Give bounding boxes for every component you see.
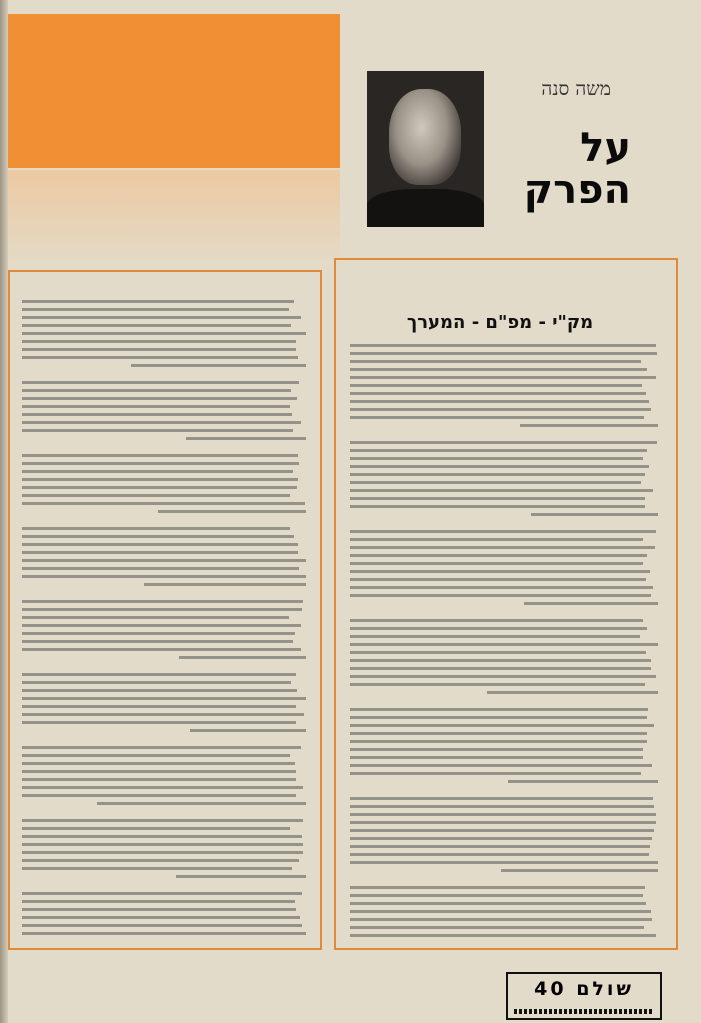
body-text-line (350, 408, 651, 411)
body-text-line (22, 746, 301, 749)
body-text-line (22, 551, 298, 554)
body-text-line (350, 805, 654, 808)
body-text-line (350, 562, 643, 565)
body-text-line (350, 400, 649, 403)
body-text-line (350, 473, 645, 476)
portrait-face (389, 89, 461, 185)
body-text-column-left (22, 300, 306, 940)
body-text-line (22, 308, 289, 311)
body-text-line (22, 340, 296, 343)
body-text-line (22, 786, 303, 789)
body-text-line (520, 424, 658, 427)
body-text-line (350, 853, 649, 856)
body-text-line (350, 797, 653, 800)
body-text-line (22, 616, 289, 619)
body-text-line (22, 713, 304, 716)
body-text-line (350, 368, 647, 371)
body-text-line (22, 470, 293, 473)
paragraph-gap (22, 883, 306, 887)
body-text-line (350, 675, 656, 678)
body-text-line (350, 772, 641, 775)
body-text-line (22, 381, 299, 384)
body-text-line (22, 754, 290, 757)
body-text-line (350, 886, 645, 889)
body-text-line (22, 770, 296, 773)
body-text-line (22, 389, 291, 392)
body-text-line (22, 559, 306, 562)
body-text-line (501, 869, 658, 872)
body-text-line (22, 486, 297, 489)
body-text-line (22, 502, 305, 505)
body-text-line (22, 300, 294, 303)
body-text-line (350, 570, 650, 573)
body-text-line (350, 667, 651, 670)
author-name: משה סנה (541, 78, 611, 100)
author-portrait-photo (367, 71, 484, 227)
body-text-line (22, 332, 306, 335)
body-text-line (22, 454, 298, 457)
body-text-line (22, 673, 296, 676)
body-text-line (22, 762, 295, 765)
body-text-line (22, 681, 291, 684)
body-text-line (350, 497, 645, 500)
body-text-line (350, 384, 642, 387)
body-text-line (350, 918, 652, 921)
body-text-line (350, 376, 656, 379)
body-text-column-right (350, 344, 658, 939)
body-text-line (350, 659, 651, 662)
body-text-line (350, 627, 647, 630)
body-text-line (22, 794, 296, 797)
body-text-line (350, 764, 652, 767)
body-text-line (350, 829, 654, 832)
body-text-line (22, 405, 290, 408)
body-text-line (22, 932, 306, 935)
body-text-line (22, 721, 296, 724)
body-text-line (190, 729, 306, 732)
page-number: שולם 40 (534, 978, 634, 1000)
body-text-line (179, 656, 306, 659)
show-through-text-left (200, 180, 330, 240)
body-text-line (22, 867, 292, 870)
body-text-line (22, 348, 296, 351)
body-text-line (22, 697, 306, 700)
paragraph-gap (22, 737, 306, 741)
body-text-line (350, 813, 656, 816)
body-text-line (350, 344, 656, 347)
body-text-line (350, 538, 643, 541)
body-text-line (22, 324, 291, 327)
body-text-line (350, 845, 650, 848)
body-text-line (22, 494, 290, 497)
body-text-line (22, 908, 296, 911)
body-text-line (350, 732, 647, 735)
body-text-line (350, 894, 643, 897)
body-text-line (350, 465, 649, 468)
body-text-line (350, 619, 643, 622)
body-text-line (22, 543, 298, 546)
paragraph-gap (350, 699, 658, 703)
body-text-line (350, 586, 653, 589)
body-text-line (144, 583, 306, 586)
body-text-line (350, 910, 651, 913)
body-text-line (176, 875, 306, 878)
paragraph-gap (350, 610, 658, 614)
body-text-line (350, 926, 644, 929)
body-text-line (350, 578, 646, 581)
body-text-line (350, 740, 647, 743)
body-text-line (350, 546, 655, 549)
body-text-line (350, 902, 646, 905)
body-text-line (350, 392, 646, 395)
body-text-line (350, 554, 647, 557)
body-text-line (350, 821, 656, 824)
body-text-line (350, 457, 643, 460)
body-text-line (22, 421, 301, 424)
body-text-line (186, 437, 306, 440)
body-text-line (22, 648, 301, 651)
body-text-line (350, 861, 658, 864)
paragraph-gap (22, 372, 306, 376)
body-text-line (22, 924, 302, 927)
body-text-line (350, 635, 640, 638)
body-text-line (22, 689, 297, 692)
body-text-line (350, 481, 641, 484)
body-text-line (22, 640, 293, 643)
body-text-line (350, 530, 656, 533)
body-text-line (22, 462, 299, 465)
portrait-shoulders (367, 189, 484, 227)
orange-color-block (8, 14, 340, 168)
body-text-line (350, 441, 657, 444)
body-text-line (487, 691, 658, 694)
body-text-line (22, 567, 299, 570)
body-text-line (22, 892, 302, 895)
body-text-line (22, 478, 298, 481)
body-text-line (350, 489, 653, 492)
paragraph-gap (350, 788, 658, 792)
body-text-line (22, 429, 293, 432)
footer-decorative-strip (514, 1009, 652, 1014)
body-text-line (22, 827, 290, 830)
body-text-line (22, 835, 302, 838)
body-text-line (350, 352, 657, 355)
body-text-line (350, 934, 656, 937)
body-text-line (22, 608, 302, 611)
body-text-line (508, 780, 658, 783)
column-title: על הפרק (523, 125, 631, 213)
page-footer (506, 972, 662, 1020)
body-text-line (22, 859, 299, 862)
paragraph-gap (22, 664, 306, 668)
paragraph-gap (350, 432, 658, 436)
body-text-line (350, 716, 647, 719)
body-text-line (350, 756, 643, 759)
body-text-line (22, 819, 303, 822)
article-headline: מק"י - מפ"ם - המערך (406, 312, 594, 333)
body-text-line (22, 632, 295, 635)
body-text-line (350, 360, 641, 363)
body-text-line (22, 843, 303, 846)
body-text-line (350, 724, 654, 727)
body-text-line (22, 600, 303, 603)
body-text-line (22, 413, 292, 416)
body-text-line (531, 513, 658, 516)
body-text-line (22, 535, 294, 538)
body-text-line (22, 356, 298, 359)
body-text-line (350, 708, 648, 711)
body-text-line (22, 575, 306, 578)
body-text-line (22, 316, 301, 319)
body-text-line (350, 643, 658, 646)
body-text-line (158, 510, 306, 513)
body-text-line (350, 505, 645, 508)
paragraph-gap (350, 877, 658, 881)
body-text-line (350, 683, 645, 686)
body-text-line (22, 705, 296, 708)
body-text-line (97, 802, 306, 805)
page-binding (0, 0, 8, 1023)
paragraph-gap (22, 445, 306, 449)
body-text-line (22, 624, 301, 627)
body-text-line (350, 594, 651, 597)
body-text-line (22, 900, 295, 903)
body-text-line (524, 602, 658, 605)
body-text-line (22, 851, 303, 854)
paragraph-gap (22, 591, 306, 595)
paragraph-gap (350, 521, 658, 525)
body-text-line (22, 778, 296, 781)
body-text-line (350, 837, 652, 840)
body-text-line (22, 397, 297, 400)
body-text-line (350, 449, 647, 452)
paragraph-gap (22, 810, 306, 814)
body-text-line (350, 748, 643, 751)
body-text-line (22, 527, 290, 530)
paragraph-gap (22, 518, 306, 522)
body-text-line (131, 364, 306, 367)
body-text-line (350, 416, 644, 419)
body-text-line (22, 916, 300, 919)
body-text-line (350, 651, 646, 654)
